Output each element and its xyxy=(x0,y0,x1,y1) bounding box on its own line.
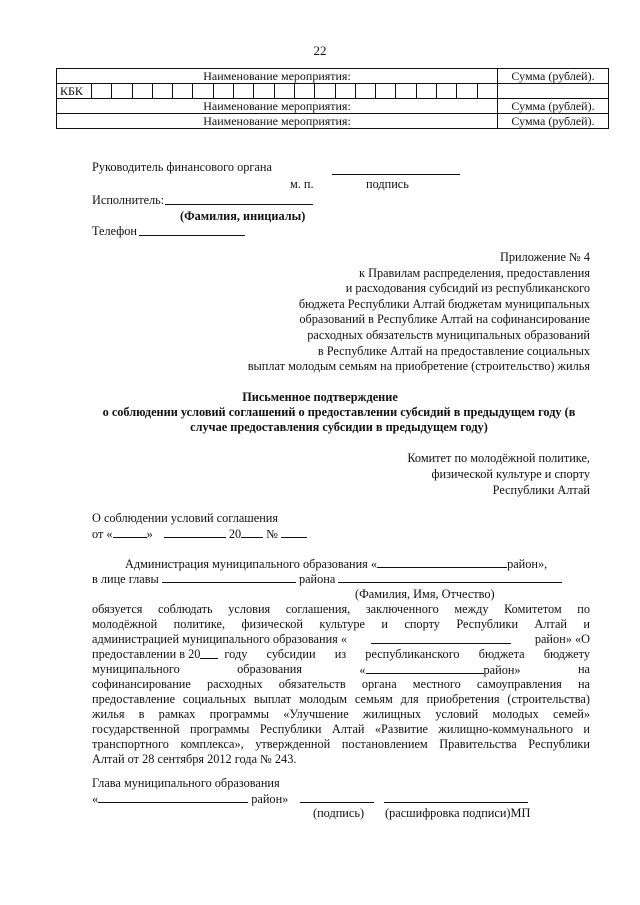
fio-blank xyxy=(338,571,562,583)
signature-hint: (подпись) xyxy=(313,806,365,820)
table-row xyxy=(57,84,609,99)
kbk-digit-cell xyxy=(417,84,437,98)
appendix-line: бюджета Республики Алтай бюджетам муниципальных xyxy=(298,296,590,311)
kbk-digit-cell xyxy=(133,84,153,98)
body-line-2: в лице главы района xyxy=(92,571,562,587)
kbk-digit-cell xyxy=(214,84,234,98)
decoding-hint: (расшифровка подписи)МП xyxy=(385,806,531,820)
body-fio-hint: (Фамилия, Имя, Отчество) xyxy=(355,587,495,601)
kbk-digit-cell xyxy=(254,84,274,98)
signature-blank xyxy=(300,791,374,803)
kbk-digit-cell xyxy=(295,84,315,98)
kbk-digit-cell xyxy=(478,84,497,98)
appendix-line: Приложение № 4 xyxy=(499,250,590,264)
table-row xyxy=(57,99,609,114)
head-name-blank xyxy=(162,571,296,583)
table-row xyxy=(57,114,609,129)
executor-label: Исполнитель: xyxy=(92,193,165,207)
kbk-digit-cell xyxy=(193,84,213,98)
kbk-digit-cell xyxy=(173,84,193,98)
day-blank xyxy=(113,526,147,538)
sum-label-cell: Сумма (рублей). xyxy=(498,69,609,84)
finance-head-label: Руководитель финансового органа xyxy=(92,160,272,174)
body-line-7: муниципального образования « район» на xyxy=(92,662,590,677)
footer-district-line: « район» xyxy=(92,792,289,806)
event-label-cell: Наименование мероприятия: xyxy=(57,99,498,114)
kbk-digit-cell xyxy=(336,84,356,98)
body-line-12: транспортного комплекса», утвержденной постановлением Правительства Республики xyxy=(92,737,590,751)
body-line-11: государственной программы Республики Алтай «Развитие жилищно-коммунального и xyxy=(92,722,590,736)
district-blank xyxy=(98,791,248,803)
appendix-line: в Республике Алтай на предоставление социальных xyxy=(317,343,590,358)
fio-hint: (Фамилия, инициалы) xyxy=(180,209,306,223)
addressee-line: Комитет по молодёжной политике, xyxy=(407,451,590,465)
document-subtitle-cont: случае предоставления субсидии в предыдущем году) xyxy=(190,420,488,434)
table-row xyxy=(57,69,609,84)
kbk-digit-grid xyxy=(92,84,497,98)
phone-line xyxy=(139,224,245,236)
appendix-line: расходных обязательств муниципальных образований xyxy=(307,327,590,342)
event-label-cell: Наименование мероприятия: xyxy=(57,69,498,84)
addressee-block xyxy=(407,450,590,498)
addressee-line: Республики Алтай xyxy=(492,483,590,497)
document-subtitle: о соблюдении условий соглашений о предоставлении субсидий в предыдущем году (в xyxy=(102,405,576,419)
month-blank xyxy=(164,526,226,538)
body-line-4: молодёжной политике, физической культуре и спорту Республики Алтай и xyxy=(92,617,590,631)
district-blank xyxy=(371,632,511,644)
year-blank xyxy=(200,647,218,659)
signature-line xyxy=(332,163,460,175)
appendix-line: и расходования субсидий из республиканского xyxy=(345,281,590,296)
body-line-9: предоставление социальных выплат молодым семьям для приобретения (строительства) xyxy=(92,692,590,706)
phone-label: Телефон xyxy=(92,224,137,238)
page-number: 22 xyxy=(313,43,327,58)
kbk-digit-cell xyxy=(275,84,295,98)
appendix-line: выплат молодым семьям на приобретение (строительство) жилья xyxy=(247,359,590,374)
subject-date-line: от « » 20 № xyxy=(92,526,307,542)
body-line-13: Алтай от 28 сентября 2012 года № 243. xyxy=(92,752,297,766)
addressee-line: физической культуре и спорту xyxy=(431,467,590,481)
year-blank xyxy=(241,526,263,538)
body-line-1: Администрация муниципального образования « район», xyxy=(125,557,548,571)
kbk-digits-cell xyxy=(92,84,498,99)
kbk-digit-cell xyxy=(315,84,335,98)
kbk-digit-cell xyxy=(153,84,173,98)
body-line-6: предоставлении в 20 году субсидии из республиканского бюджета бюджету xyxy=(92,647,590,661)
district-blank xyxy=(366,662,484,674)
kbk-label-cell: КБК xyxy=(57,84,92,99)
kbk-digit-cell xyxy=(437,84,457,98)
mp-label: м. п. xyxy=(290,177,314,191)
district-blank xyxy=(377,556,507,568)
document-title: Письменное подтверждение xyxy=(242,390,398,404)
body-line-8: софинансирование расходных обязательств органа местного самоуправления на xyxy=(92,677,590,691)
appendix-line: образований в Республике Алтай на софинансирование xyxy=(299,312,590,327)
body-line-3: обязуется соблюдать условия соглашения, заключенного между Комитетом по xyxy=(92,602,590,616)
body-line-5: администрацией муниципального образования « район» «О xyxy=(92,632,590,646)
sum-label-cell: Сумма (рублей). xyxy=(498,114,609,129)
appendix-line: к Правилам распределения, предоставления xyxy=(359,265,590,280)
event-label-cell: Наименование мероприятия: xyxy=(57,114,498,129)
kbk-digit-cell xyxy=(376,84,396,98)
number-blank xyxy=(281,526,307,538)
signature-hint: подпись xyxy=(366,177,409,191)
kbk-digit-cell xyxy=(92,84,112,98)
kbk-digit-cell xyxy=(396,84,416,98)
decoding-blank xyxy=(384,791,528,803)
executor-line xyxy=(165,193,313,205)
kbk-digit-cell xyxy=(457,84,477,98)
subject-line: О соблюдении условий соглашения xyxy=(92,511,279,525)
kbk-digit-cell xyxy=(112,84,132,98)
appendix-block xyxy=(248,250,590,375)
kbk-table xyxy=(56,68,609,129)
footer-head-label: Глава муниципального образования xyxy=(92,776,280,790)
sum-value-cell xyxy=(498,84,609,99)
kbk-digit-cell xyxy=(356,84,376,98)
sum-label-cell: Сумма (рублей). xyxy=(498,99,609,114)
kbk-digit-cell xyxy=(234,84,254,98)
body-line-10: жилья в рамках программы «Улучшение жилищных условий молодых семей» xyxy=(92,707,590,721)
